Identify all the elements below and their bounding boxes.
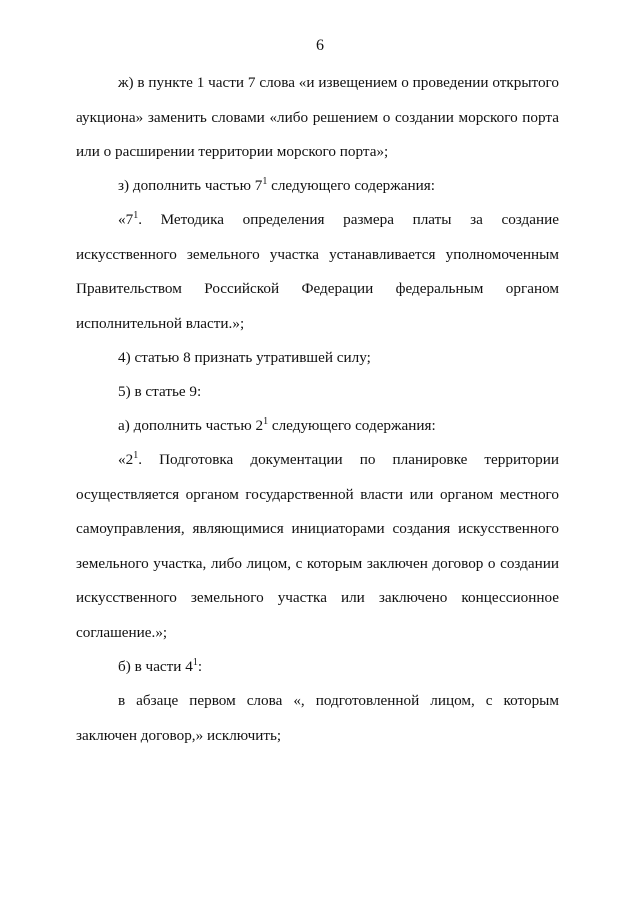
paragraph-text-pre: з) дополнить частью 7 <box>118 177 263 194</box>
paragraph-text-post: следующего содержания: <box>267 177 435 194</box>
paragraph-text-pre: «7 <box>118 211 134 228</box>
superscript-index: 1 <box>263 416 269 427</box>
paragraph-abzac-first: в абзаце первом слова «, подготовленной лицом, с которым заключен договор,» исключить; <box>76 692 559 744</box>
paragraph-text-pre: б) в части 4 <box>118 658 193 675</box>
paragraph-part-7-1 <box>76 203 559 341</box>
page-number: 6 <box>316 37 324 54</box>
paragraph-text-post: следующего содержания: <box>268 417 436 434</box>
paragraph-text-post: . Методика определения размера платы за создание искусственного земельного участка устанавливается уполномоченным Правительством Российской Федерации федеральным органом исполнительной власти.»; <box>76 211 559 332</box>
paragraph-text-pre: «2 <box>118 451 134 468</box>
paragraph-part-2-1 <box>76 443 559 650</box>
paragraph-amendment-zh: ж) в пункте 1 части 7 слова «и извещением о проведении открытого аукциона» заменить словами «либо решением о создании морского порта или о расширении территории морского порта»; <box>76 74 559 160</box>
superscript-index: 1 <box>133 450 139 461</box>
paragraph-text-post: : <box>197 658 203 675</box>
paragraph-amendment-b <box>76 650 559 685</box>
paragraph-amendment-z <box>76 169 559 204</box>
superscript-index: 1 <box>192 657 198 668</box>
paragraph-text-post: . Подготовка документации по планировке территории осуществляется органом государственной власти или органом местного самоуправления, являющимися инициаторами создания искусственного земельного участка, либо лицом, с которым заключен договор о создании искусственного земельного участка или заключено концессионное соглашение.»; <box>76 451 559 641</box>
paragraph-item-5: 5) в статье 9: <box>118 383 202 400</box>
paragraph-amendment-a <box>76 409 559 444</box>
paragraph-text-pre: а) дополнить частью 2 <box>118 417 264 434</box>
superscript-index: 1 <box>133 210 139 221</box>
paragraph-item-4: 4) статью 8 признать утратившей силу; <box>118 349 371 366</box>
superscript-index: 1 <box>262 176 268 187</box>
